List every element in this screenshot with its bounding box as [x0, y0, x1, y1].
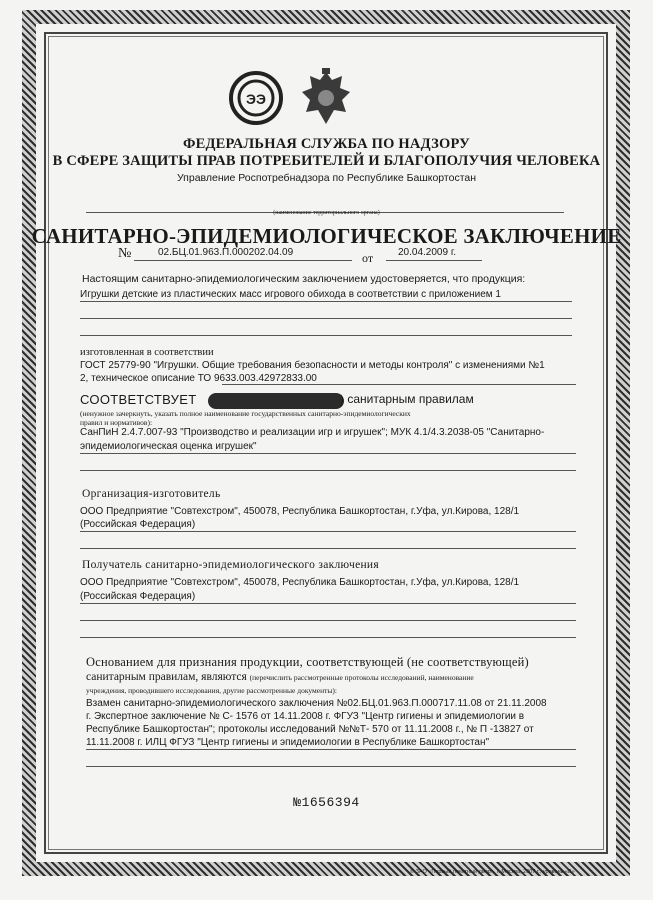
manufactured-standard-1: ГОСТ 25779-90 "Игрушки. Общие требования безопасности и методы контроля" с изменениями №1	[80, 360, 545, 371]
authority-caption: (наименование территориального органа)	[273, 210, 380, 216]
recipient-address: ООО Предприятие "Совтехстром", 450078, Республика Башкортостан, г.Уфа, ул.Кирова, 128/1	[80, 577, 520, 588]
number-label: №	[118, 246, 132, 261]
number-underline	[134, 260, 352, 261]
compliance-rules-2: эпидемиологическая оценка игрушек"	[80, 441, 257, 452]
product-underline-1	[80, 301, 572, 302]
manufacturer-address: ООО Предприятие "Совтехстром", 450078, Республика Башкортостан, г.Уфа, ул.Кирова, 128/1	[80, 506, 520, 517]
basis-note-2: учреждения, проводившего исследования, другие рассмотренные документы):	[86, 686, 337, 695]
compliance-rules-1: СанПиН 2.4.7.007-93 "Производство и реализации игр и игрушек"; МУК 4.1/4.3.2038-05 "Санитарно-	[80, 427, 545, 438]
manufactured-label: изготовленная в соответствии	[80, 347, 214, 358]
recipient-underline-1	[80, 603, 576, 604]
compliance-suffix: ) санитарным правилам	[340, 392, 474, 406]
manufacturer-label: Организация-изготовитель	[82, 488, 221, 500]
recipient-country: (Российская Федерация)	[80, 591, 196, 602]
compliance-underline-2	[80, 470, 576, 471]
date-underline	[386, 260, 482, 261]
manufacturer-underline-1	[80, 531, 576, 532]
redaction-mark	[208, 393, 344, 409]
basis-heading-2	[86, 671, 474, 683]
gsen-logo	[228, 70, 284, 126]
recipient-underline-2	[80, 620, 576, 621]
coat-of-arms-emblem	[296, 66, 356, 130]
compliance-label: СООТВЕТСТВУЕТ	[80, 392, 197, 407]
manufacturer-underline-2	[80, 548, 576, 549]
product-description: Игрушки детские из пластических масс игрового обихода в соответствии с приложением 1	[80, 289, 501, 300]
document-title: САНИТАРНО-ЭПИДЕМИОЛОГИЧЕСКОЕ ЗАКЛЮЧЕНИЕ	[31, 224, 622, 248]
product-underline-3	[80, 335, 572, 336]
intro-text: Настоящим санитарно-эпидемиологическим заключением удостоверяется, что продукция:	[82, 273, 526, 285]
agency-subtitle: В СФЕРЕ ЗАЩИТЫ ПРАВ ПОТРЕБИТЕЛЕЙ И БЛАГОПОЛУЧИЯ ЧЕЛОВЕКА	[52, 153, 601, 169]
printer-imprint: © ЗАО «Первый печатный двор», г. Москва, 2007 г., уровень «В»	[410, 869, 575, 875]
date-label: от	[362, 251, 374, 265]
document-date: 20.04.2009 г.	[398, 247, 457, 258]
basis-text-1: Взамен санитарно-эпидемиологического заключения №02.БЦ.01.963.П.000717.11.08 от 21.11.2008	[86, 698, 547, 709]
manufacturer-country: (Российская Федерация)	[80, 519, 196, 530]
recipient-label: Получатель санитарно-эпидемиологического заключения	[82, 559, 379, 571]
manufactured-standard-2: 2, техническое описание ТО 9633.003.42972833.00	[80, 373, 317, 384]
basis-text-3: Республике Башкортостан"; протоколы исследований №№Т- 570 от 11.11.2008 г., № П -13827 от	[86, 724, 534, 735]
serial-number: №1656394	[293, 795, 360, 810]
basis-underline-2	[86, 766, 576, 767]
basis-heading-bold: санитарным правилам, являются	[86, 671, 247, 683]
compliance-note-1: (ненужное зачеркнуть, указать полное наименование государственных санитарно-эпидемиологических	[80, 409, 411, 418]
compliance-underline-1	[80, 453, 576, 454]
manufactured-underline	[222, 384, 576, 385]
recipient-underline-3	[80, 637, 576, 638]
document-number: 02.БЦ.01.963.П.000202.04.09	[158, 247, 294, 258]
authority-name: Управление Роспотребнадзора по Республике Башкортостан	[176, 172, 477, 184]
basis-heading: Основанием для признания продукции, соответствующей (не соответствующей)	[86, 655, 529, 669]
product-underline-2	[80, 318, 572, 319]
agency-title: ФЕДЕРАЛЬНАЯ СЛУЖБА ПО НАДЗОРУ	[182, 136, 470, 152]
basis-underline-1	[86, 749, 576, 750]
basis-text-2: г. Экспертное заключение № С- 1576 от 14.11.2008 г. ФГУЗ "Центр гигиены и эпидемиологии в	[86, 711, 525, 722]
compliance-note-2: правил и нормативов):	[80, 418, 153, 427]
basis-text-4: 11.11.2008 г. ИЛЦ ФГУЗ "Центр гигиены и эпидемиологии в Республике Башкортостан"	[86, 737, 490, 748]
svg-text:ЭЭ: ЭЭ	[246, 91, 266, 107]
basis-note-1: (перечислить рассмотренные протоколы исследований, наименование	[249, 673, 474, 682]
